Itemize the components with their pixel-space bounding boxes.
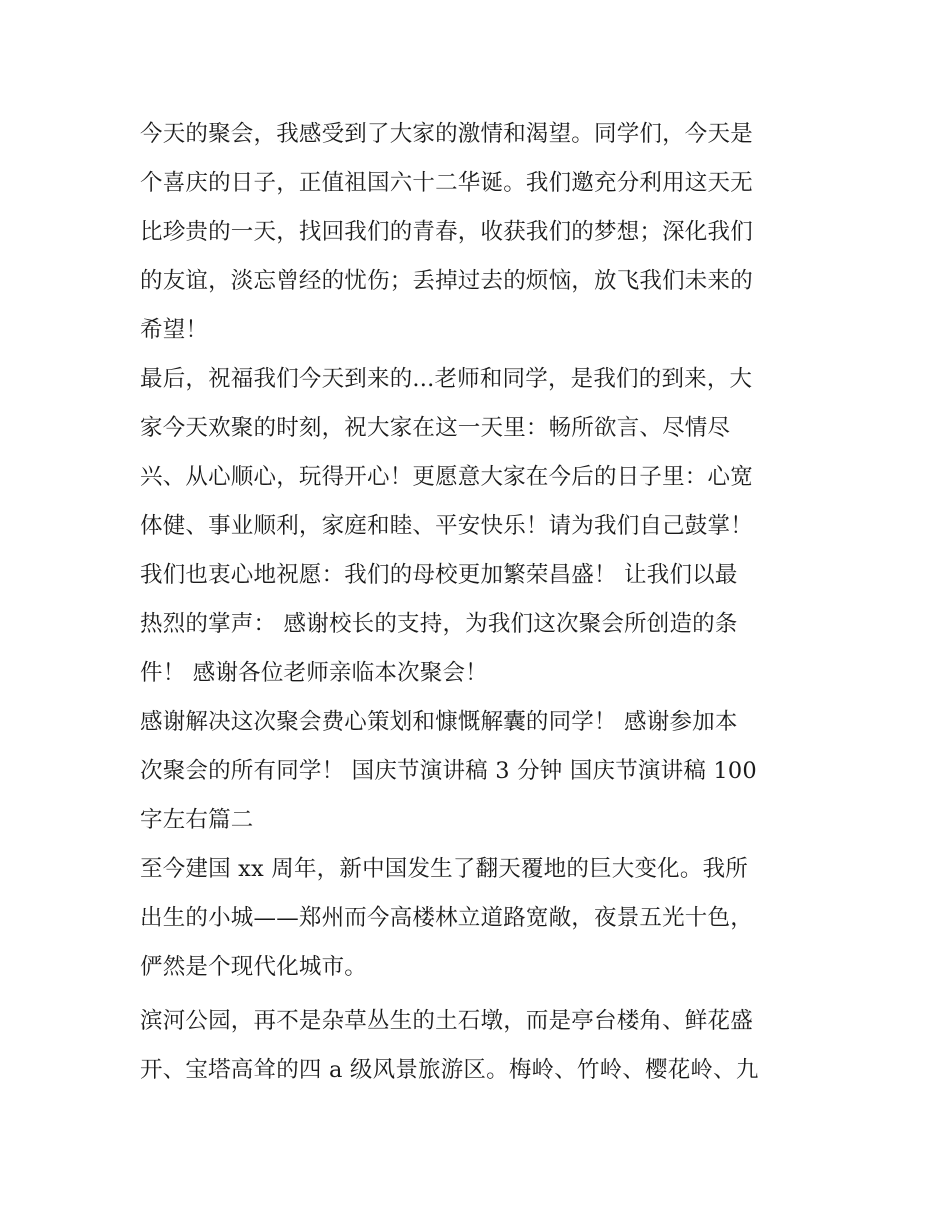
text-line: 我们也衷心地祝愿：我们的母校更加繁荣昌盛！ 让我们以最: [140, 562, 738, 588]
text-line: 的友谊，淡忘曾经的忧伤；丢掉过去的烦恼，放飞我们未来的: [140, 268, 753, 294]
text-line: 比珍贵的一天，找回我们的青春，收获我们的梦想；深化我们: [140, 219, 753, 245]
text-line: 字左右篇二: [140, 807, 254, 833]
text-line: 体健、事业顺利，家庭和睦、平安快乐！请为我们自己鼓掌！: [140, 513, 753, 539]
text-line: 最后，祝福我们今天到来的...老师和同学，是我们的到来，大: [140, 366, 753, 392]
text-line: 至今建国 xx 周年，新中国发生了翻天覆地的巨大变化。我所: [140, 856, 748, 882]
text-line: 热烈的掌声： 感谢校长的支持，为我们这次聚会所创造的条: [140, 611, 738, 637]
text-line: 家今天欢聚的时刻，祝大家在这一天里：畅所欲言、尽情尽: [140, 415, 731, 441]
text-line: 次聚会的所有同学！ 国庆节演讲稿 3 分钟 国庆节演讲稿 100: [140, 758, 757, 784]
text-line: 希望！: [140, 317, 209, 343]
text-line: 开、宝塔高耸的四 a 级风景旅游区。梅岭、竹岭、樱花岭、九: [140, 1057, 759, 1083]
text-line: 感谢解决这次聚会费心策划和慷慨解囊的同学！ 感谢参加本: [140, 709, 738, 735]
text-line: 件！ 感谢各位老师亲临本次聚会！: [140, 660, 488, 686]
text-line: 兴、从心顺心，玩得开心！更愿意大家在今后的日子里：心宽: [140, 464, 753, 490]
text-line: 今天的聚会，我感受到了大家的激情和渴望。同学们，今天是: [140, 121, 753, 147]
text-line: 滨河公园，再不是杂草丛生的土石墩，而是亭台楼角、鲜花盛: [140, 1008, 753, 1034]
text-line: 个喜庆的日子，正值祖国六十二华诞。我们邀充分利用这天无: [140, 170, 753, 196]
text-line: 出生的小城——郑州而今高楼林立道路宽敞，夜景五光十色，: [140, 905, 753, 931]
text-line: 俨然是个现代化城市。: [140, 954, 368, 980]
document-page: [140, 110, 820, 1095]
